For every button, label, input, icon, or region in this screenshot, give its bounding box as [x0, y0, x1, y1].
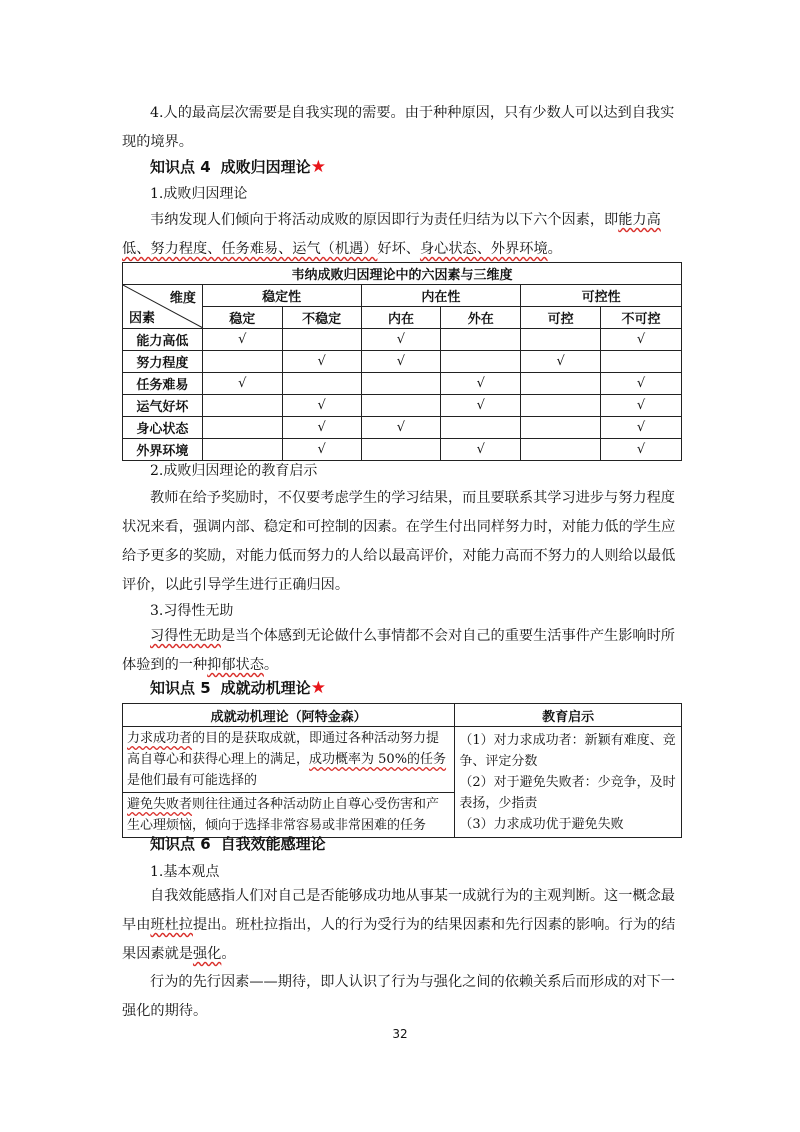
section-heading-kp4 [150, 156, 326, 178]
achievement-motivation-table [122, 703, 682, 838]
empty-cell [361, 373, 441, 395]
empty-cell [202, 395, 282, 417]
dimension-header: 可控性 [521, 285, 682, 307]
check-mark-cell: √ [521, 351, 601, 373]
table-row [123, 395, 682, 417]
table-row [123, 439, 682, 461]
subheading-learned-helplessness: 3.习得性无助 [150, 603, 234, 619]
cell-education-implications [455, 727, 682, 838]
attribution-table-body [123, 329, 682, 461]
check-mark-cell: √ [601, 395, 682, 417]
check-mark-cell: √ [282, 351, 361, 373]
empty-cell [601, 351, 682, 373]
subheader-cell: 稳定 [202, 307, 282, 329]
empty-cell [361, 395, 441, 417]
star-icon: ★ [310, 157, 326, 177]
empty-cell [521, 395, 601, 417]
check-mark-cell: √ [361, 329, 441, 351]
check-mark-cell: √ [282, 439, 361, 461]
table-row [123, 329, 682, 351]
empty-cell [441, 351, 521, 373]
subheader-cell: 不稳定 [282, 307, 361, 329]
table-row [123, 373, 682, 395]
empty-cell [521, 329, 601, 351]
star-icon: ★ [310, 678, 326, 698]
heading-prefix: 知识点 5 [150, 679, 211, 697]
empty-cell [521, 373, 601, 395]
check-mark-cell: √ [441, 439, 521, 461]
check-mark-cell: √ [282, 395, 361, 417]
section-heading-kp6 [150, 833, 326, 855]
heading-prefix: 知识点 6 [150, 835, 211, 853]
edu-item: （1）对力求成功者：新颖有难度、竞争、评定分数 [459, 733, 676, 769]
table-header-education: 教育启示 [455, 704, 682, 727]
factor-cell: 努力程度 [123, 351, 203, 373]
empty-cell [282, 373, 361, 395]
section-heading-kp5 [150, 677, 326, 699]
table-row [123, 417, 682, 439]
heading-prefix: 知识点 4 [150, 158, 211, 176]
empty-cell [441, 329, 521, 351]
paragraph-expectation: 行为的先行因素——期待，即人认识了行为与强化之间的依赖关系后而形成的对下一强化的期待。 [122, 974, 675, 1019]
dimension-header: 稳定性 [202, 285, 361, 307]
subheader-cell: 外在 [441, 307, 521, 329]
dimension-header: 内在性 [361, 285, 521, 307]
check-mark-cell: √ [202, 329, 282, 351]
check-mark-cell: √ [361, 417, 441, 439]
factor-cell: 身心状态 [123, 417, 203, 439]
paragraph-edu-implications: 教师在给予奖励时，不仅要考虑学生的学习结果，而且要联系其学习进步与努力程度状况来看，强调内部、稳定和可控制的因素。在学生付出同样努力时，对能力低的学生应给予更多的奖励，对能力低而努力的人给以最高评价，对能力高而不努力的人则给以最低评价，以此引导学生进行正确归因。 [122, 490, 676, 593]
factor-cell: 外界环境 [123, 439, 203, 461]
check-mark-cell: √ [361, 351, 441, 373]
check-mark-cell: √ [601, 417, 682, 439]
empty-cell [202, 351, 282, 373]
factor-cell: 能力高低 [123, 329, 203, 351]
table-title: 韦纳成败归因理论中的六因素与三维度 [123, 263, 682, 285]
cell-success-seekers: 力求成功者的目的是获取成就，即通过各种活动努力提高自尊心和获得心理上的满足，成功概率为 50%的任务是他们最有可能选择的 [123, 727, 455, 793]
empty-cell [282, 329, 361, 351]
factor-cell: 运气好坏 [123, 395, 203, 417]
empty-cell [361, 439, 441, 461]
check-mark-cell: √ [601, 439, 682, 461]
check-mark-cell: √ [601, 329, 682, 351]
factor-cell: 任务难易 [123, 373, 203, 395]
check-mark-cell: √ [601, 373, 682, 395]
paragraph-learned-helplessness: 习得性无助是当个体感到无论做什么事情都不会对自己的重要生活事件产生影响时所体验到的一种抑郁状态。 [122, 628, 675, 673]
subheading-edu-implications: 2.成败归因理论的教育启示 [150, 463, 318, 479]
empty-cell [202, 439, 282, 461]
empty-cell [521, 439, 601, 461]
attribution-table [122, 262, 682, 461]
subheading-basic-view: 1.基本观点 [150, 864, 220, 880]
table-corner-cell: 维度 因素 [123, 285, 203, 329]
empty-cell [441, 417, 521, 439]
page-number: 32 [392, 1027, 408, 1041]
subheader-cell: 可控 [521, 307, 601, 329]
check-mark-cell: √ [441, 395, 521, 417]
subheader-cell: 不可控 [601, 307, 682, 329]
paragraph-self-actualization: 4.人的最高层次需要是自我实现的需要。由于种种原因，只有少数人可以达到自我实现的境界。 [122, 105, 675, 150]
check-mark-cell: √ [202, 373, 282, 395]
subheading-attribution-theory: 1.成败归因理论 [150, 186, 248, 202]
table-row [123, 351, 682, 373]
edu-item: （3）力求成功优于避免失败 [459, 817, 624, 832]
heading-title: 成败归因理论 [220, 158, 311, 176]
heading-title: 自我效能感理论 [220, 835, 326, 853]
cell-failure-avoiders: 避免失败者则往往通过各种活动防止自尊心受伤害和产生心理烦恼，倾向于选择非常容易或非常困难的任务 [123, 793, 455, 838]
empty-cell [202, 417, 282, 439]
table-header-theory: 成就动机理论（阿特金森） [123, 704, 455, 727]
edu-item: （2）对于避免失败者：少竞争，及时表扬，少指责 [459, 775, 676, 811]
empty-cell [521, 417, 601, 439]
subheader-cell: 内在 [361, 307, 441, 329]
paragraph-self-efficacy: 自我效能感指人们对自己是否能够成功地从事某一成就行为的主观判断。这一概念最早由班杜拉提出。班杜拉指出，人的行为受行为的结果因素和先行因素的影响。行为的结果因素就是强化。 [122, 888, 676, 962]
paragraph-weiner-factors: 韦纳发现人们倾向于将活动成败的原因即行为责任归结为以下六个因素，即能力高低、努力程度、任务难易、运气（机遇）好坏、身心状态、外界环境。 [122, 212, 661, 257]
heading-title: 成就动机理论 [220, 679, 311, 697]
check-mark-cell: √ [282, 417, 361, 439]
check-mark-cell: √ [441, 373, 521, 395]
